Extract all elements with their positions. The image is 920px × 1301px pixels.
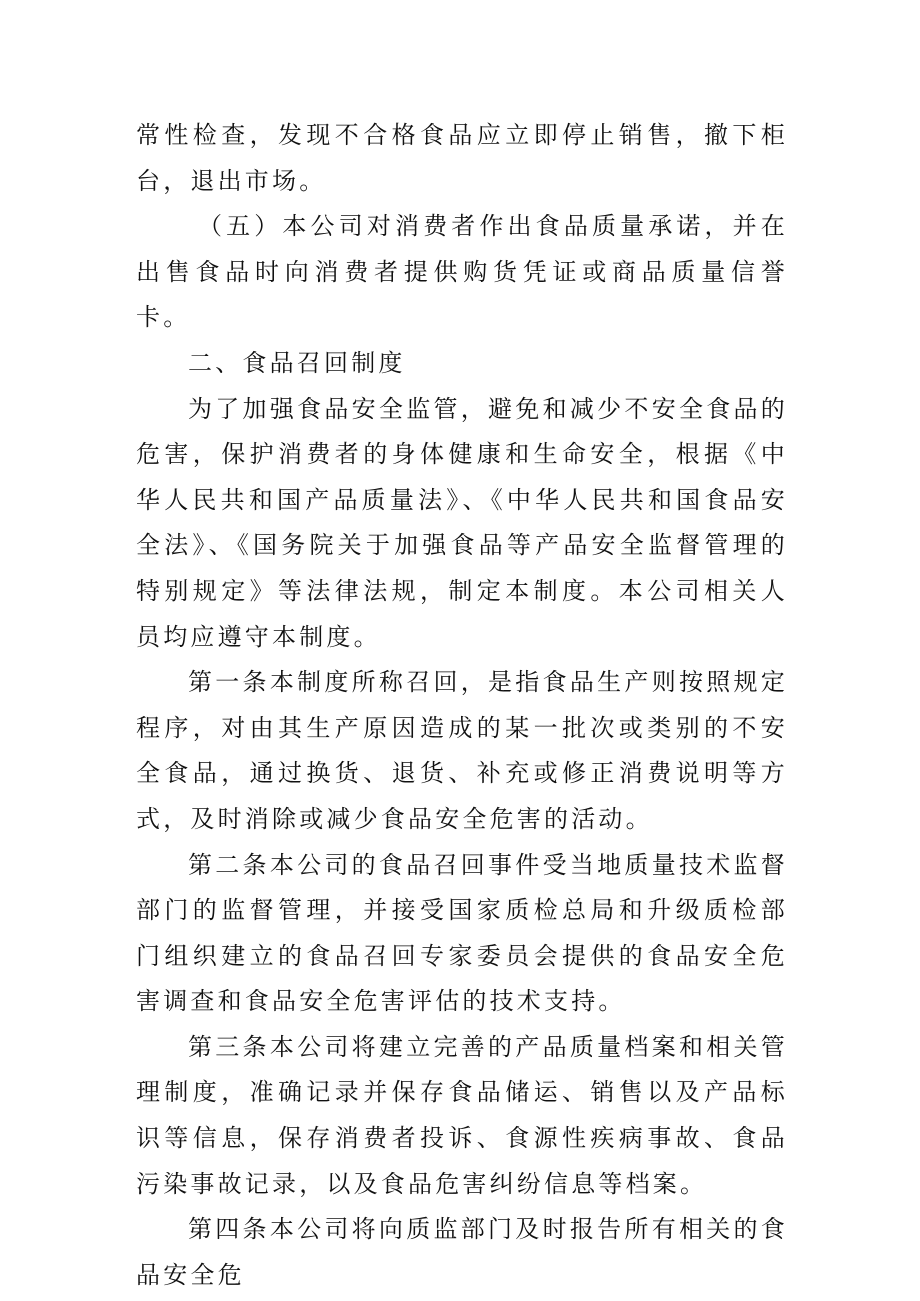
paragraph-article-3: 第三条本公司将建立完善的产品质量档案和相关管理制度，准确记录并保存食品储运、销售以及产品标识等信息，保存消费者投诉、食源性疾病事故、食品污染事故记录，以及食品危害纠纷信息等档案。 — [136, 1032, 788, 1198]
paragraph-purpose: 为了加强食品安全监管，避免和减少不安全食品的危害，保护消费者的身体健康和生命安全，根据《中华人民共和国产品质量法》、《中华人民共和国食品安全法》、《国务院关于加强食品等产品安全监督管理的特别规定》等法律法规，制定本制度。本公司相关人员均应遵守本制度。 — [136, 394, 788, 651]
section-heading-recall: 二、食品召回制度 — [188, 348, 406, 377]
paragraph-continuation: 常性检查，发现不合格食品应立即停止销售，撤下柜台，退出市场。 — [136, 121, 788, 195]
paragraph-article-2: 第二条本公司的食品召回事件受当地质量技术监督部门的监督管理，并接受国家质检总局和升级质检部门组织建立的食品召回专家委员会提供的食品安全危害调查和食品安全危害评估的技术支持。 — [136, 850, 788, 1016]
paragraph-item-five: （五）本公司对消费者作出食品质量承诺，并在出售食品时向消费者提供购货凭证或商品质量信誉卡。 — [136, 212, 788, 332]
paragraph-article-1: 第一条本制度所称召回，是指食品生产则按照规定程序，对由其生产原因造成的某一批次或类别的不安全食品，通过换货、退货、补充或修正消费说明等方式，及时消除或减少食品安全危害的活动。 — [136, 668, 788, 833]
document-body — [136, 113, 788, 1298]
paragraph-article-4: 第四条本公司将向质监部门及时报告所有相关的食品安全危 — [136, 1215, 788, 1289]
